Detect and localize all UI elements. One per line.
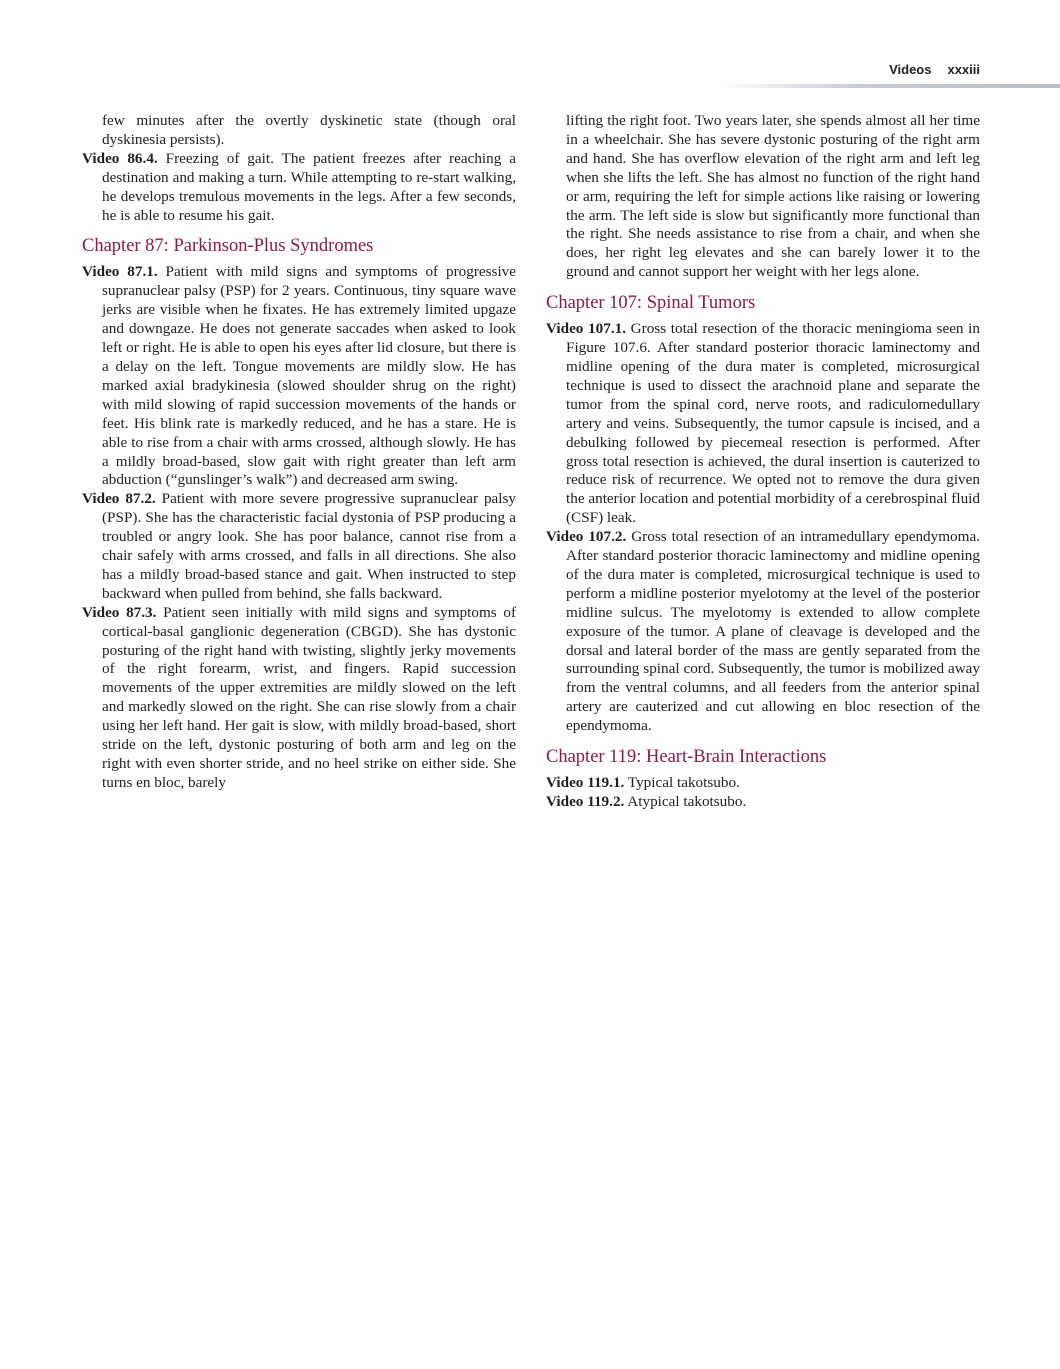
video-label: Video 87.1.	[82, 263, 158, 281]
header-rule	[720, 84, 1060, 88]
video-description: Patient seen initially with mild signs and symptoms of cortical-basal ganglionic degeneration (CBGD). She has dystonic posturing of the right hand with twisting, slightly jerky movements of the right forearm, wrist, and fingers. Rapid succession movements of the upper extremities are mildly slowed on the left and markedly slowed on the right. She can rise slowly from a chair using her left hand. Her gait is slow, with mildly broad-based, short stride on the left, dystonic posturing of both arm and leg on the right with even shorter stride, and no heel strike on either side. She turns en bloc, barely	[102, 603, 517, 791]
running-head	[0, 60, 1060, 94]
video-description: Freezing of gait. The patient freezes after reaching a destination and making a turn. While attempting to re-start walking, he develops tremulous movements in the legs. After a few seconds, he is able to resume his gait.	[102, 149, 516, 224]
chapter-heading-87: Chapter 87: Parkinson-Plus Syndromes	[82, 236, 374, 257]
video-label: Video 119.1.	[546, 774, 625, 792]
video-entry-86-4	[82, 150, 516, 226]
video-label: Video 87.2.	[82, 490, 156, 508]
running-head-section: Videos	[889, 62, 932, 77]
video-entry-87-2	[82, 490, 516, 603]
video-description: Gross total resection of the thoracic meningioma seen in Figure 107.6. After standard posterior thoracic laminectomy and midline opening of the dura mater is completed, microsurgical technique is used to dissect the arachnoid plane and separate the tumor from the spinal cord, nerve roots, and radiculomedullary artery and veins. Subsequently, the tumor capsule is incised, and a debulking followed by piecemeal resection is performed. After gross total resection is achieved, the dural insertion is cauterized to reduce risk of recurrence. We opted not to remove the dura given the anterior location and potential morbidity of a cerebrospinal fluid (CSF) leak.	[566, 320, 980, 527]
video-label: Video 87.3.	[82, 603, 157, 621]
video-label: Video 107.1.	[546, 320, 627, 338]
chapter-heading-119: Chapter 119: Heart-Brain Interactions	[546, 747, 827, 768]
video-label: Video 119.2.	[546, 793, 625, 810]
video-description: Patient with mild signs and symptoms of progressive supranuclear palsy (PSP) for 2 years. Continuous, tiny square wave jerks are visible when he fixates. He has extremely limited upgaze and downgaze. He does not generate saccades when asked to look left or right. He is able to open his eyes after lid closure, but there is a delay on the left. Tongue movements are mildly slow. He has marked axial bradykinesia (slowed shoulder shrug on the right) with mild slowing of rapid succession movements of the hands or feet. His blink rate is markedly reduced, and he has a stare. He is able to rise from a chair with arms crossed, although slowly. He has a mildly broad-based, slow gait with right greater than left arm abduction (“gunslinger’s walk”) and decreased arm swing.	[102, 263, 517, 489]
video-label: Video 86.4.	[82, 149, 158, 167]
video-entry-87-1	[82, 263, 516, 490]
video-entry-107-2	[546, 528, 980, 736]
video-entry-87-3	[82, 604, 516, 793]
left-column	[82, 112, 516, 793]
video-label: Video 107.2.	[546, 528, 627, 546]
video-description: Typical takotsubo.	[624, 774, 740, 792]
chapter-heading-107: Chapter 107: Spinal Tumors	[546, 293, 756, 314]
page-number: xxxiii	[947, 62, 980, 77]
video-description: Atypical takotsubo.	[624, 793, 747, 810]
video-entry-119-2	[546, 793, 980, 812]
continued-paragraph: few minutes after the overtly dyskinetic state (though oral dyskinesia persists).	[102, 112, 516, 148]
video-description: Patient with more severe progressive supranuclear palsy (PSP). She has the characteristic facial dystonia of PSP producing a troubled or angry look. She has poor balance, cannot rise from a chair safely with arms crossed, and falls in all directions. She also has a mildly broad-based stance and gait. When instructed to step backward when pulled from behind, she falls backward.	[102, 490, 517, 602]
video-entry-107-1	[546, 320, 980, 528]
continued-paragraph: lifting the right foot. Two years later, she spends almost all her time in a wheelchair. She has severe dystonic posturing of the right arm and hand. She has overflow elevation of the right arm and left leg when she lifts the left. She has almost no function of the right hand or arm, requiring the left for simple actions like raising or lowering the arm. The left side is slow but significantly more functional than the right. She needs assistance to rise from a chair, and when she does, her right leg elevates and she can barely lower it to the ground and cannot support her weight with her legs alone.	[566, 112, 980, 281]
running-head-text	[889, 62, 980, 77]
video-description: Gross total resection of an intramedullary ependymoma. After standard posterior thoracic laminectomy and midline opening of the dura mater is completed, microsurgical technique is used to perform a midline posterior myelotomy at the level of the posterior midline sulcus. The myelotomy is extended to allow complete exposure of the tumor. A plane of cleavage is developed and the dorsal and lateral border of the mass are gently separated from the surrounding spinal cord. Subsequently, the tumor is mobilized away from the ventral columns, and all feeders from the anterior spinal artery are cauterized and cut allowing en bloc resection of the ependymoma.	[566, 528, 980, 735]
right-column	[546, 112, 980, 812]
video-entry-119-1	[546, 774, 980, 793]
